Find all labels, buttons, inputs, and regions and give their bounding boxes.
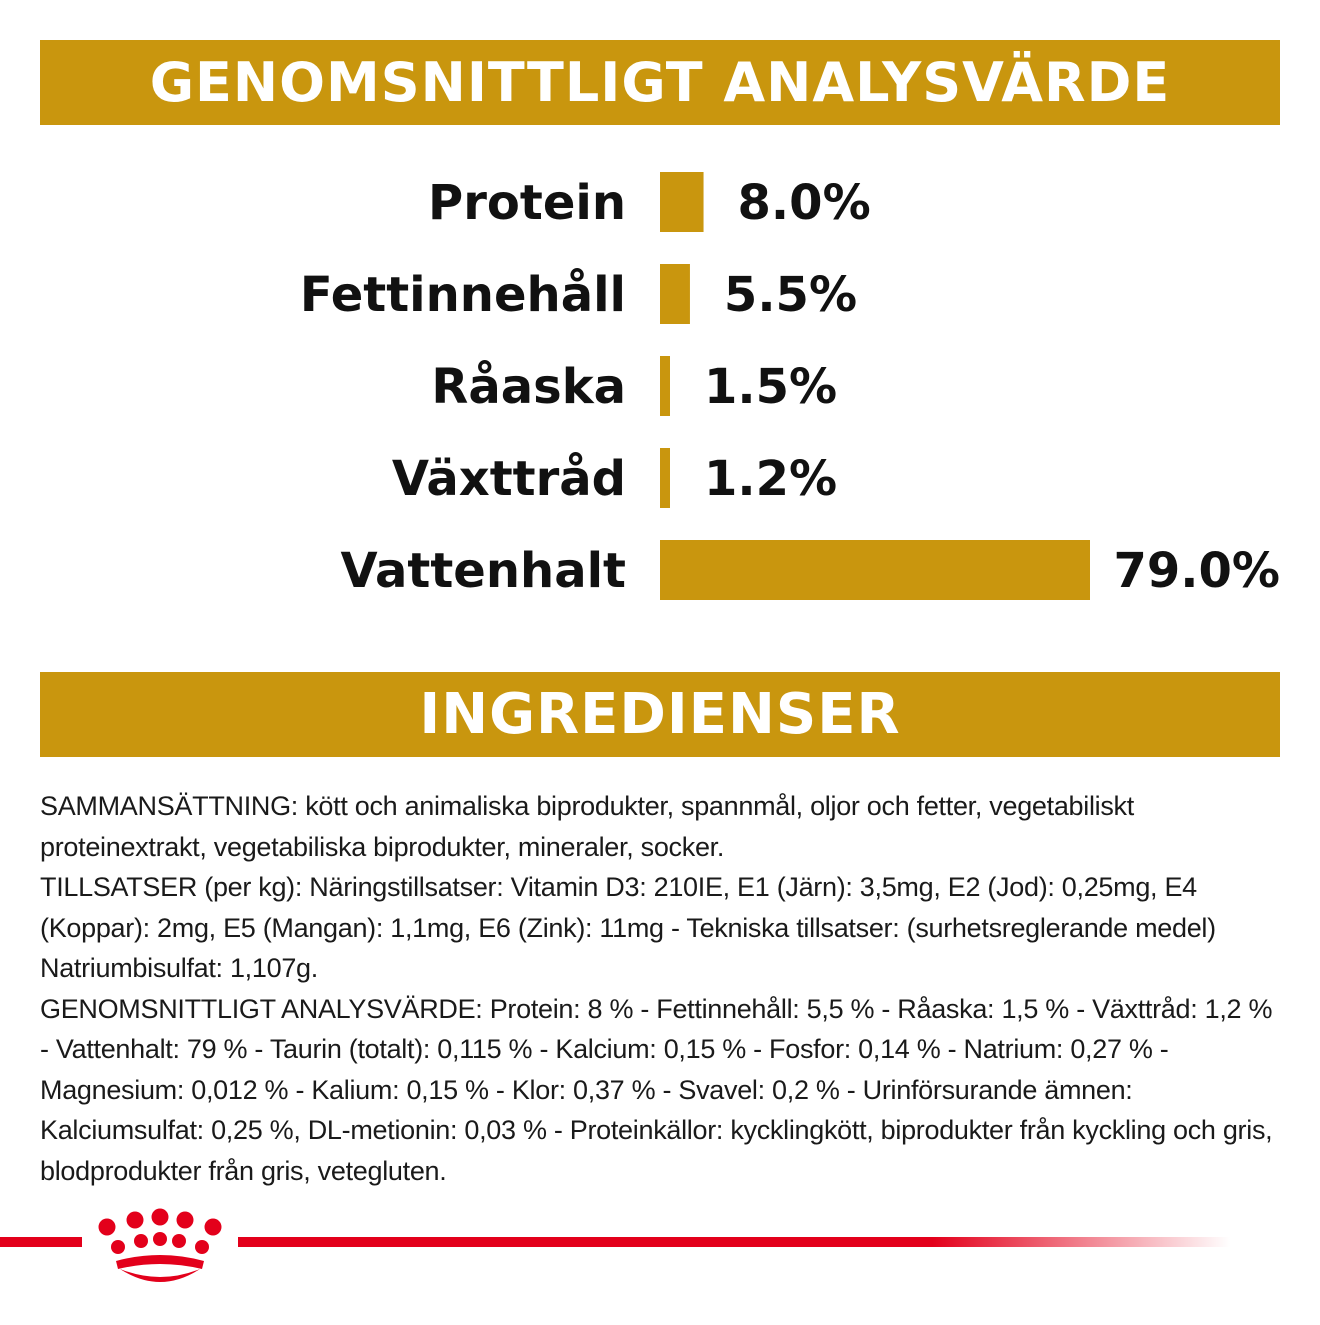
ingredients-text (40, 786, 1285, 1191)
value-label: 8.0% (737, 175, 871, 231)
brand-line-left (0, 1237, 82, 1247)
bar (660, 172, 704, 232)
bar (660, 540, 1090, 600)
brand-footer (0, 1205, 1320, 1325)
bar (660, 264, 690, 324)
bar (660, 448, 670, 508)
category-label: Fettinnehåll (299, 267, 626, 323)
additives-text: TILLSATSER (per kg): Näringstillsatser: Vitamin D3: 210IE, E1 (Järn): 3,5mg, E2 (Jod): 0,25mg, E4 (Koppar): 2mg, E5 (Mangan): 1,1mg, E6 (Zink): 11mg - Tekniska tillsatser: (surhetsreglerande medel) Natriumbisulfat: 1,107g. (40, 872, 1216, 983)
ingredients-header-title: INGREDIENSER (419, 682, 901, 747)
analysis-text: GENOMSNITTLIGT ANALYSVÄRDE: Protein: 8 % - Fettinnehåll: 5,5 % - Råaska: 1,5 % - Växttråd: 1,2 % - Vattenhalt: 79 % - Taurin (totalt): 0,115 % - Kalcium: 0,15 % - Fosfor: 0,14 % - Natrium: 0,27 % - Magnesium: 0,012 % - Kalium: 0,15 % - Klor: 0,37 % - Svavel: 0,2 % - Urinförsurande ämnen: Kalciumsulfat: 0,25 %, DL-metionin: 0,03 % - Proteinkällor: kycklingkött, biprodukter från kyckling och gris, blodprodukter från gris, vetegluten. (40, 993, 1273, 1186)
value-label: 1.2% (704, 451, 838, 507)
category-label: Råaska (431, 359, 626, 415)
ingredients-header (40, 672, 1280, 757)
composition-text: SAMMANSÄTTNING: kött och animaliska biprodukter, spannmål, oljor och fetter, vegetabiliskt proteinextrakt, vegetabiliska biprodukter, mineraler, socker. (40, 791, 1134, 862)
category-label: Protein (428, 175, 626, 231)
value-label: 1.5% (704, 359, 838, 415)
nutrition-bar-chart (0, 160, 1320, 620)
category-label: Vattenhalt (340, 543, 626, 599)
category-label: Växttråd (391, 451, 626, 507)
analysis-header (40, 40, 1280, 125)
value-label: 5.5% (723, 267, 858, 323)
bar (660, 356, 670, 416)
value-label: 79.0% (1113, 543, 1280, 599)
brand-line-right (238, 1237, 1230, 1247)
analysis-header-title: GENOMSNITTLIGT ANALYSVÄRDE (149, 51, 1171, 114)
royal-canin-crown-icon (99, 1209, 222, 1283)
